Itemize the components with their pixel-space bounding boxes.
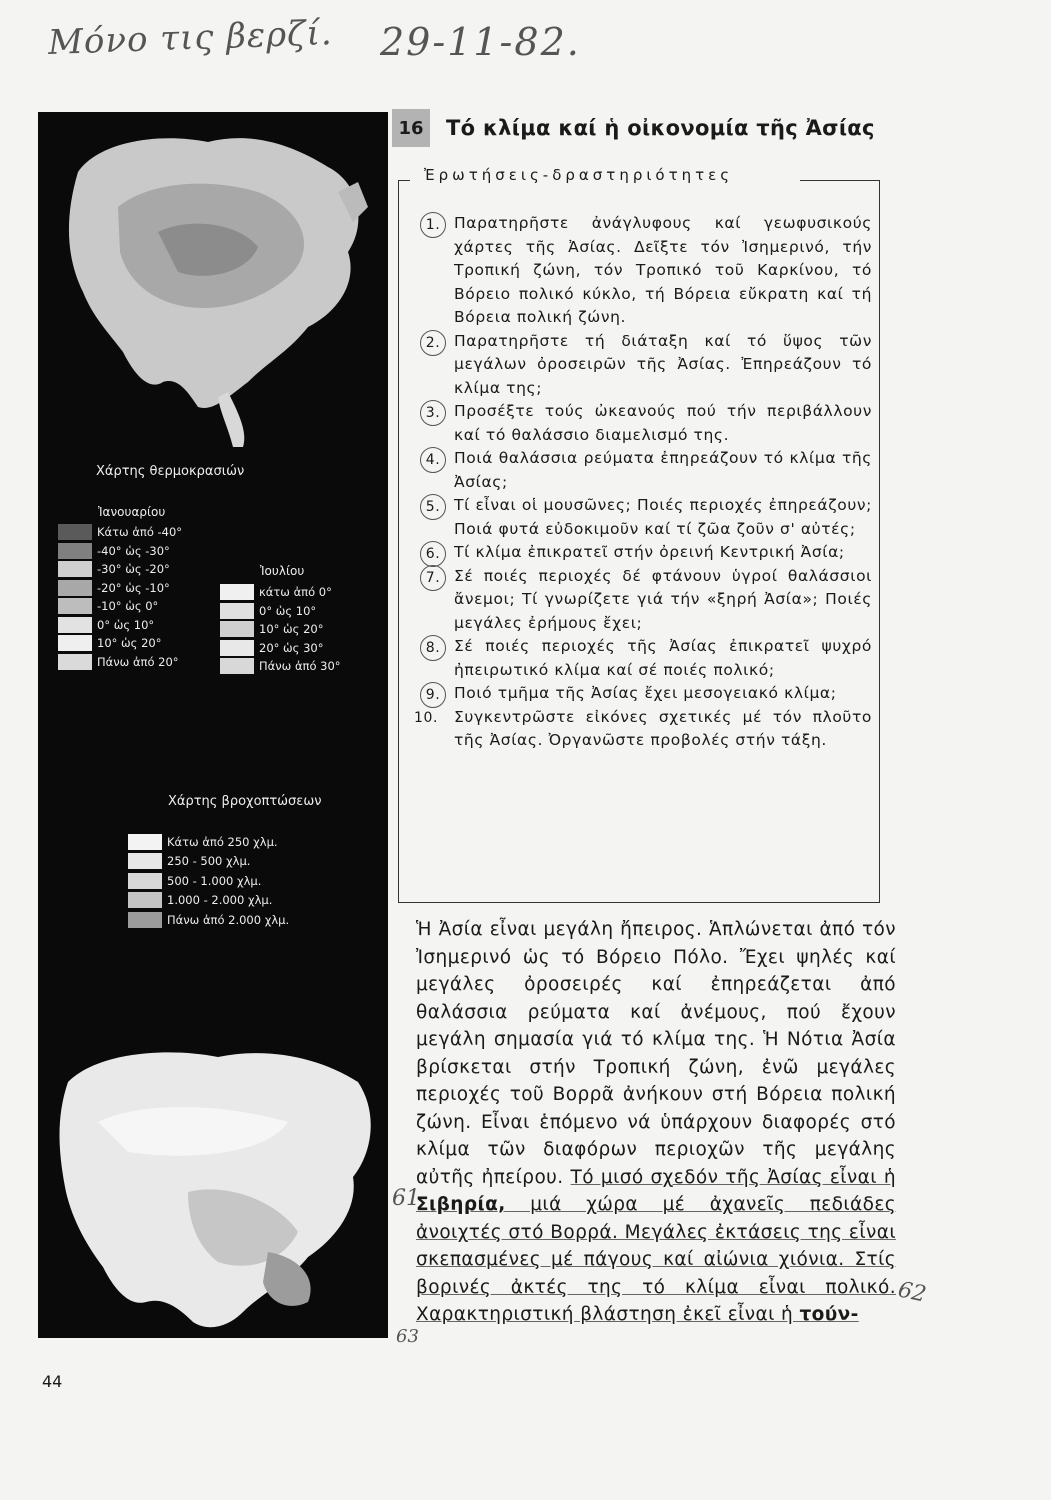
legend-swatch (58, 654, 92, 670)
legend-label: 20° ὡς 30° (259, 640, 324, 655)
january-legend (58, 523, 182, 671)
legend-label: 10° ὡς 20° (97, 636, 162, 651)
question-item (412, 400, 872, 447)
map-panel (38, 112, 388, 1338)
question-item (412, 706, 872, 753)
question-number: 4. (420, 447, 446, 473)
body-p2-rest: μιά χώρα μέ ἀχανεῖς πεδιάδες ἀνοιχτές στό Βορρά. Μεγάλες ἐκτάσεις της εἶναι σκεπασμένες μέ πάγους καί αἰώνια χιόνια. Στίς βορινές ἀκτές της τό κλίμα εἶναι πολικό. (416, 1194, 896, 1298)
question-text: Τί εἶναι οἱ μουσῶνες; Ποιές περιοχές ἐπηρεάζουν; Ποιά φυτά εὐδοκιμοῦν καί τί ζῶα ζοῦν σ' αὐτές; (454, 496, 872, 538)
legend-item (58, 542, 182, 561)
legend-swatch (220, 640, 254, 656)
question-text: Ποιά θαλάσσια ρεύματα ἐπηρεάζουν τό κλίμα τῆς Ἀσίας; (454, 449, 872, 491)
question-item (412, 330, 872, 401)
handwritten-mark-63: 63 (396, 1326, 419, 1347)
legend-label: κάτω ἀπό 0° (259, 585, 332, 600)
question-text: Σέ ποιές περιοχές τῆς Ἀσίας ἐπικρατεῖ ψυχρό ἠπειρωτικό κλίμα καί σέ ποιές πολικό; (454, 637, 872, 679)
handwritten-mark-61: 61 (392, 1186, 420, 1211)
legend-swatch (220, 658, 254, 674)
question-text: Ποιό τμῆμα τῆς Ἀσίας ἔχει μεσογειακό κλίμα; (454, 684, 837, 702)
legend-swatch (128, 912, 162, 928)
legend-label: -30° ὡς -20° (97, 562, 170, 577)
legend-label: 0° ὡς 10° (259, 603, 317, 618)
legend-swatch (58, 598, 92, 614)
question-number: 2. (420, 330, 446, 356)
page-number: 44 (42, 1372, 63, 1391)
legend-item (128, 891, 289, 911)
legend-swatch (220, 603, 254, 619)
legend-swatch (58, 617, 92, 633)
keyword-siberia: Σιβηρία, (416, 1194, 506, 1215)
legend-swatch (220, 584, 254, 600)
legend-item (58, 616, 182, 635)
question-number: 10. (414, 709, 439, 726)
legend-swatch (58, 543, 92, 559)
legend-label: 1.000 - 2.000 χλμ. (167, 893, 273, 908)
handwritten-mark-62: 62 (895, 1277, 929, 1308)
temperature-map-title: Χάρτης θερμοκρασιών (96, 464, 245, 479)
question-item (412, 541, 872, 565)
question-number: 5. (420, 494, 446, 520)
legend-item (58, 634, 182, 653)
question-text: Συγκεντρῶστε εἰκόνες σχετικές μέ τόν πλοῦτο τῆς Ἀσίας. Ὀργανῶστε προβολές στήν τάξη. (454, 707, 872, 749)
question-list (412, 212, 872, 753)
question-text: Παρατηρῆστε τή διάταξη καί τό ὕψος τῶν μεγάλων ὀροσειρῶν τῆς Ἀσίας. Ἐπηρεάζουν τό κλίμα της; (454, 331, 872, 397)
legend-label: -10° ὡς 0° (97, 599, 159, 614)
body-text (416, 916, 896, 1329)
legend-label: -40° ὡς -30° (97, 543, 170, 558)
question-number: 9. (420, 682, 446, 708)
questions-heading: Ἐρωτήσεις-δραστηριότητες (418, 166, 739, 184)
legend-item (220, 620, 341, 639)
rainfall-map-image (38, 1032, 388, 1338)
question-number: 1. (420, 212, 446, 238)
legend-label: 500 - 1.000 χλμ. (167, 873, 262, 888)
legend-label: Πάνω ἀπό 20° (97, 654, 179, 669)
legend-item (58, 523, 182, 542)
question-item (412, 212, 872, 330)
legend-item (58, 579, 182, 598)
handwritten-note: Μόνο τις βερζί. (47, 13, 334, 63)
legend-item (220, 583, 341, 602)
legend-item (128, 832, 289, 852)
body-p2-start: Τό μισό σχεδόν τῆς Ἀσίας εἶναι ἡ (570, 1166, 896, 1188)
legend-swatch (128, 853, 162, 869)
question-number: 7. (420, 565, 446, 591)
legend-label: 250 - 500 χλμ. (167, 854, 251, 869)
question-number: 3. (420, 400, 446, 426)
legend-label: 10° ὡς 20° (259, 622, 324, 637)
legend-item (128, 910, 289, 930)
legend-item (220, 657, 341, 676)
chapter-title: Τό κλίμα καί ἡ οἰκονομία τῆς Ἀσίας (446, 116, 875, 140)
legend-swatch (128, 892, 162, 908)
chapter-number: 16 (392, 109, 430, 147)
temperature-map-image (38, 112, 388, 452)
legend-item (220, 639, 341, 658)
january-legend-title: Ἰανουαρίου (98, 505, 166, 519)
legend-swatch (220, 621, 254, 637)
question-item (412, 494, 872, 541)
question-text: Προσέξτε τούς ὠκεανούς πού τήν περιβάλλουν καί τό θαλάσσιο διαμελισμό της. (454, 402, 872, 444)
question-number: 8. (420, 635, 446, 661)
legend-swatch (58, 524, 92, 540)
body-paragraph-3 (416, 1304, 859, 1325)
question-text: Τί κλίμα ἐπικρατεῖ στήν ὀρεινή Κεντρική Ἀσία; (454, 543, 845, 561)
legend-label: Πάνω ἀπό 30° (259, 659, 341, 674)
legend-item (128, 852, 289, 872)
legend-label: 0° ὡς 10° (97, 617, 155, 632)
legend-item (58, 560, 182, 579)
legend-swatch (128, 834, 162, 850)
body-paragraph-1: Ἡ Ἀσία εἶναι μεγάλη ἤπειρος. Ἁπλώνεται ἀπό τόν Ἰσημερινό ὡς τό Βόρειο Πόλο. Ἔχει ψηλές καί μεγάλες ὀροσειρές καί ἐπηρεάζεται ἀπό θαλάσσια ρεύματα καί ἀνέμους, πού ἔχουν μεγάλη σημασία γιά τό κλίμα της. Ἡ Νότια Ἀσία βρίσκεται στήν Τροπική ζώνη, ἐνῶ μεγάλες περιοχές τοῦ Βορρᾶ ἀνήκουν στή Βόρεια πολική ζώνη. Εἶναι ἑπόμενο νά ὑπάρχουν διαφορές στό κλίμα τῶν διαφόρων περιοχῶν τῆς μεγάλης αὐτῆς ἠπείρου. (416, 919, 896, 1188)
question-text: Σέ ποιές περιοχές δέ φτάνουν ὑγροί θαλάσσιοι ἄνεμοι; Τί γνωρίζετε γιά τήν «ξηρή Ἀσία»; Ποιές μεγάλες ἐρήμους ἔχει; (454, 566, 872, 632)
chapter-header (392, 108, 875, 148)
question-item (412, 635, 872, 682)
legend-item (220, 602, 341, 621)
handwritten-date: 29-11-82. (380, 20, 581, 64)
july-legend (220, 583, 341, 676)
legend-item (58, 653, 182, 672)
legend-label: -20° ὡς -10° (97, 580, 170, 595)
keyword-tundra: τούν- (799, 1304, 859, 1325)
legend-label: Πάνω ἀπό 2.000 χλμ. (167, 912, 290, 927)
question-item (412, 682, 872, 706)
rainfall-legend (128, 832, 289, 930)
legend-item (128, 871, 289, 891)
legend-label: Κάτω ἀπό -40° (97, 525, 183, 540)
legend-item (58, 597, 182, 616)
legend-swatch (58, 580, 92, 596)
body-p3-start: Χαρακτηριστική βλάστηση ἐκεῖ εἶναι ἡ (416, 1304, 800, 1325)
question-item (412, 565, 872, 636)
legend-swatch (58, 635, 92, 651)
question-text: Παρατηρῆστε ἀνάγλυφους καί γεωφυσικούς χάρτες τῆς Ἀσίας. Δεῖξτε τόν Ἰσημερινό, τήν Τροπική ζώνη, τόν Τροπικό τοῦ Καρκίνου, τό Βόρειο πολικό κύκλο, τή Βόρεια εὔκρατη καί τή Βόρεια πολική ζώνη. (454, 214, 872, 326)
legend-swatch (58, 561, 92, 577)
question-item (412, 447, 872, 494)
july-legend-title: Ἰουλίου (260, 564, 305, 578)
rainfall-map-title: Χάρτης βροχοπτώσεων (168, 794, 322, 809)
question-number: 6. (420, 541, 446, 567)
legend-swatch (128, 873, 162, 889)
legend-label: Κάτω ἀπό 250 χλμ. (167, 834, 278, 849)
